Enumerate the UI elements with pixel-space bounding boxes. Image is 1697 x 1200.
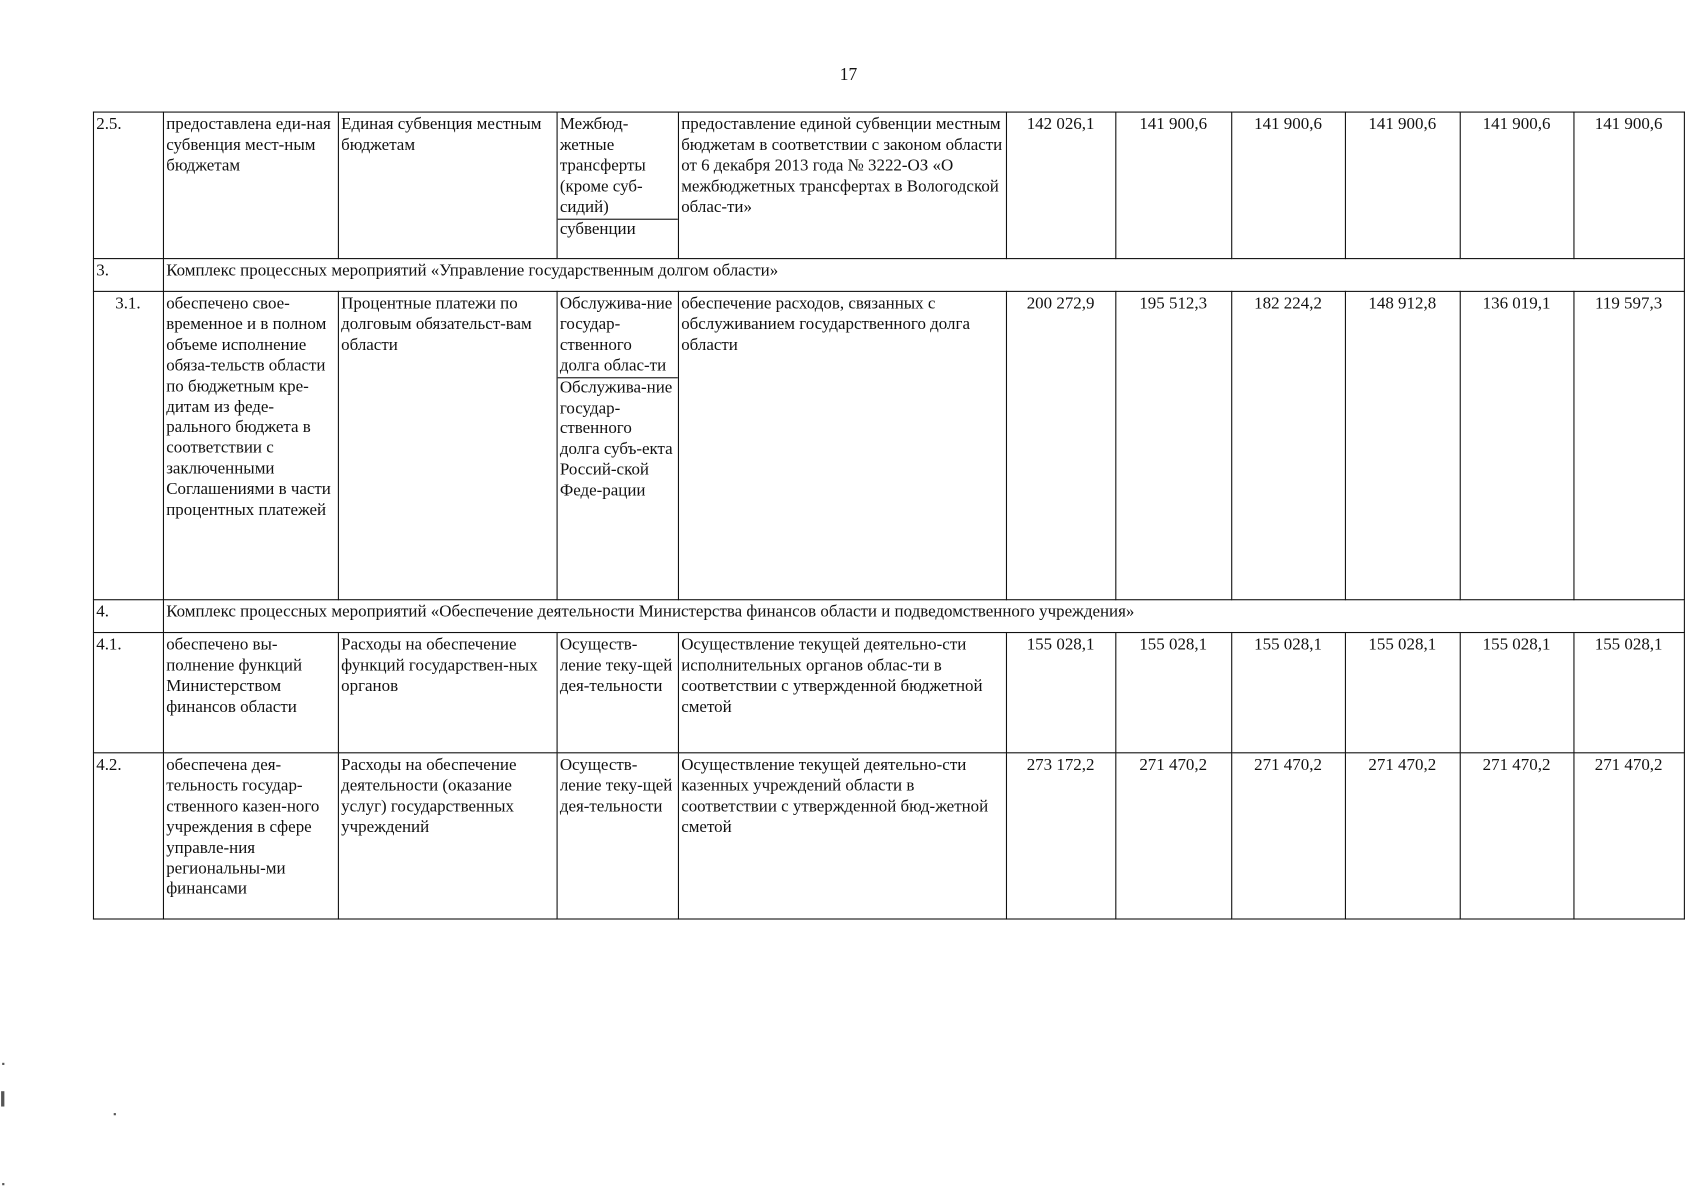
value-cell: 155 028,1 bbox=[1232, 633, 1346, 753]
table-row-2-5 bbox=[93, 112, 1684, 259]
result-cell: обеспечено вы-полнение функций Министерством финансов области bbox=[163, 633, 338, 753]
scan-speck bbox=[2, 1063, 4, 1065]
value-cell: 273 172,2 bbox=[1006, 753, 1115, 919]
value-cell: 155 028,1 bbox=[1345, 633, 1460, 753]
section-row-4 bbox=[93, 600, 1684, 633]
value-cell: 119 597,3 bbox=[1574, 291, 1684, 599]
scan-speck bbox=[1, 1091, 4, 1106]
description-cell: Осуществление текущей деятельно-сти исполнительных органов облас-ти в соответствии с утвержденной бюджетной сметой bbox=[678, 633, 1006, 753]
description-cell: предоставление единой субвенции местным бюджетам в соответствии с законом области от 6 декабря 2013 года № 3222-ОЗ «О межбюджетных трансфертах в Вологодской облас-ти» bbox=[678, 112, 1006, 259]
row-index: 3.1. bbox=[93, 291, 163, 599]
value-cell: 136 019,1 bbox=[1460, 291, 1574, 599]
expense-type-secondary: Обслужива-ние государ-ственного долга субъ-екта Россий-ской Феде-рации bbox=[558, 377, 678, 502]
expense-type-primary: Межбюд-жетные трансферты (кроме суб-сидий) bbox=[559, 114, 646, 217]
row-index: 4.2. bbox=[93, 753, 163, 919]
value-cell: 141 900,6 bbox=[1460, 112, 1574, 259]
value-cell: 271 470,2 bbox=[1116, 753, 1232, 919]
value-cell: 271 470,2 bbox=[1345, 753, 1460, 919]
description-cell: Осуществление текущей деятельно-сти казенных учреждений области в соответствии с утвержденной бюд-жетной сметой bbox=[678, 753, 1006, 919]
value-cell: 141 900,6 bbox=[1345, 112, 1460, 259]
value-cell: 141 900,6 bbox=[1232, 112, 1346, 259]
value-cell: 271 470,2 bbox=[1460, 753, 1574, 919]
expense-type-cell bbox=[557, 291, 678, 599]
table-row-3-1 bbox=[93, 291, 1684, 599]
result-cell: обеспечено свое-временное и в полном объеме исполнение обяза-тельств области по бюджетным кре-дитам из феде-рального бюджета в соответствии с заключенными Соглашениями в части процентных платежей bbox=[163, 291, 338, 599]
value-cell: 155 028,1 bbox=[1006, 633, 1115, 753]
row-index: 4. bbox=[93, 600, 163, 633]
table-row-4-1 bbox=[93, 633, 1684, 753]
value-cell: 200 272,9 bbox=[1006, 291, 1115, 599]
value-cell: 155 028,1 bbox=[1574, 633, 1684, 753]
expense-type-cell: Осуществ-ление теку-щей дея-тельности bbox=[557, 753, 678, 919]
row-index: 2.5. bbox=[93, 112, 163, 259]
expense-type-primary: Обслужива-ние государ-ственного долга облас-ти bbox=[559, 294, 673, 375]
table-row-4-2 bbox=[93, 753, 1684, 919]
value-cell: 195 512,3 bbox=[1116, 291, 1232, 599]
expense-type-cell bbox=[557, 112, 678, 259]
value-cell: 141 900,6 bbox=[1116, 112, 1232, 259]
value-cell: 271 470,2 bbox=[1232, 753, 1346, 919]
result-cell: обеспечена дея-тельность государ-ственного казен-ного учреждения в сфере управле-ния региональны-ми финансами bbox=[163, 753, 338, 919]
section-row-3 bbox=[93, 259, 1684, 292]
row-index: 4.1. bbox=[93, 633, 163, 753]
value-cell: 155 028,1 bbox=[1116, 633, 1232, 753]
measure-name-cell: Расходы на обеспечение деятельности (оказание услуг) государственных учреждений bbox=[338, 753, 557, 919]
measure-name-cell: Расходы на обеспечение функций государствен-ных органов bbox=[338, 633, 557, 753]
value-cell: 141 900,6 bbox=[1574, 112, 1684, 259]
measure-name-cell: Единая субвенция местным бюджетам bbox=[338, 112, 557, 259]
measure-name-cell: Процентные платежи по долговым обязательст-вам области bbox=[338, 291, 557, 599]
value-cell: 182 224,2 bbox=[1232, 291, 1346, 599]
expense-type-secondary: субвенции bbox=[558, 218, 678, 240]
value-cell: 142 026,1 bbox=[1006, 112, 1115, 259]
program-table bbox=[93, 112, 1685, 920]
scan-speck bbox=[114, 1113, 116, 1115]
value-cell: 271 470,2 bbox=[1574, 753, 1684, 919]
expense-type-cell: Осуществ-ление теку-щей дея-тельности bbox=[557, 633, 678, 753]
result-cell: предоставлена еди-ная субвенция мест-ным бюджетам bbox=[163, 112, 338, 259]
row-index: 3. bbox=[93, 259, 163, 292]
description-cell: обеспечение расходов, связанных с обслуживанием государственного долга области bbox=[678, 291, 1006, 599]
value-cell: 155 028,1 bbox=[1460, 633, 1574, 753]
scan-speck bbox=[2, 1183, 4, 1185]
value-cell: 148 912,8 bbox=[1345, 291, 1460, 599]
page-number: 17 bbox=[839, 65, 858, 85]
section-title: Комплекс процессных мероприятий «Управление государственным долгом области» bbox=[163, 259, 1684, 292]
section-title: Комплекс процессных мероприятий «Обеспечение деятельности Министерства финансов области и подведомственного учреждения» bbox=[163, 600, 1684, 633]
